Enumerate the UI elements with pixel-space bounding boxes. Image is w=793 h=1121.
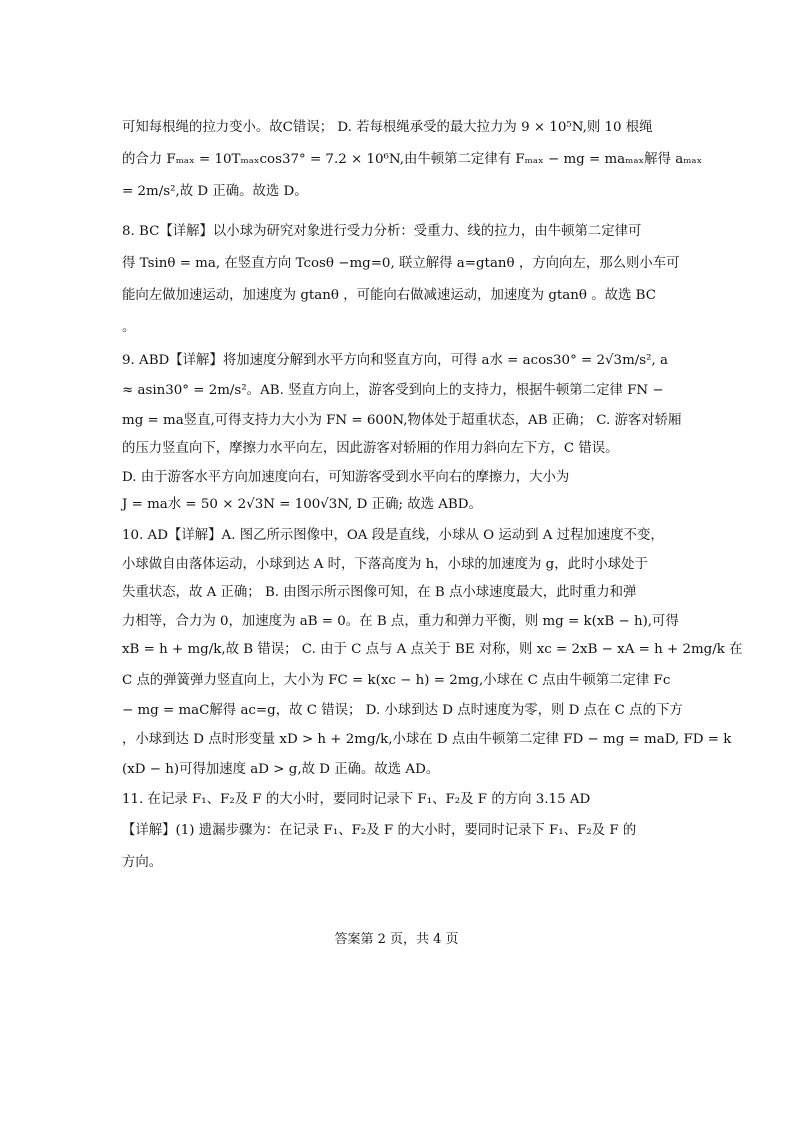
text-line-16: 失重状态，故 A 正确； B. 由图示所示图像可知，在 B 点小球速度最大，此时重力和弹 xyxy=(122,585,637,600)
text-line-23: 11. 在记录 F₁、F₂及 F 的大小时，要同时记录下 F₁、F₂及 F 的方向 3.15 AD xyxy=(122,792,591,807)
text-line-19: C 点的弹簧弹力竖直向上，大小为 FC = k(xc − h) = 2mg,小球在 C 点由牛顿第二定律 Fc xyxy=(122,673,671,688)
text-line-12: D. 由于游客水平方向加速度向右，可知游客受到水平向右的摩擦力，大小为 xyxy=(122,470,570,485)
text-line-18: xB = h + mg/k,故 B 错误； C. 由于 C 点与 A 点关于 BE 对称，则 xc = 2xB − xA = h + 2mg/k 在 xyxy=(122,642,743,657)
text-line-4: 8. BC【详解】以小球为研究对象进行受力分析：受重力、线的拉力，由牛顿第二定律可 xyxy=(122,224,642,239)
text-line-25: 方向。 xyxy=(122,855,163,870)
text-line-15: 小球做自由落体运动，小球到达 A 时，下落高度为 h，小球的加速度为 g，此时小球处于 xyxy=(122,557,648,572)
text-line-5: 得 Tsinθ = ma, 在竖直方向 Tcosθ −mg=0, 联立解得 a=gtanθ ，方向向左，那么则小车可 xyxy=(122,256,680,271)
page-footer: 答案第 2 页，共 4 页 xyxy=(334,932,459,947)
text-line-3: = 2m/s²,故 D 正确。故选 D。 xyxy=(122,184,308,199)
text-line-22: (xD − h)可得加速度 aD > g,故 D 正确。故选 AD。 xyxy=(122,762,440,777)
text-line-7: 。 xyxy=(122,320,136,335)
text-line-11: 的压力竖直向下，摩擦力水平向左，因此游客对轿厢的作用力斜向左下方，C 错误。 xyxy=(122,441,619,456)
text-line-10: mg = ma竖直,可得支持力大小为 FN = 600N,物体处于超重状态，AB 正确； C. 游客对轿厢 xyxy=(122,413,682,428)
text-line-21: ，小球到达 D 点时形变量 xD > h + 2mg/k,小球在 D 点由牛顿第二定律 FD − mg = maD, FD = k xyxy=(122,732,732,747)
text-line-8: 9. ABD【详解】将加速度分解到水平方向和竖直方向，可得 a水 = acos30° = 2√3m/s², a xyxy=(122,353,669,368)
text-line-1: 可知每根绳的拉力变小。故C错误； D. 若每根绳承受的最大拉力为 9 × 10⁵N,则 10 根绳 xyxy=(122,120,653,135)
text-line-24: 【详解】(1) 遗漏步骤为：在记录 F₁、F₂及 F 的大小时，要同时记录下 F₁、F₂及 F 的 xyxy=(122,823,637,838)
text-line-20: − mg = maC解得 ac=g，故 C 错误； D. 小球到达 D 点时速度为零，则 D 点在 C 点的下方 xyxy=(122,703,683,718)
text-line-2: 的合力 Fₘₐₓ = 10Tₘₐₓcos37° = 7.2 × 10⁶N,由牛顿第二定律有 Fₘₐₓ − mg = maₘₐₓ解得 aₘₐₓ xyxy=(122,152,703,167)
text-line-14: 10. AD【详解】A. 图乙所示图像中，OA 段是直线，小球从 O 运动到 A 过程加速度不变， xyxy=(122,528,664,543)
text-line-6: 能向左做加速运动，加速度为 gtanθ ，可能向右做减速运动，加速度为 gtanθ 。故选 BC xyxy=(122,288,656,303)
text-line-13: J = ma水 = 50 × 2√3N = 100√3N, D 正确; 故选 ABD。 xyxy=(122,497,482,512)
text-line-17: 力相等，合力为 0，加速度为 aB = 0。在 B 点，重力和弹力平衡，则 mg = k(xB − h),可得 xyxy=(122,614,679,629)
text-line-9: ≈ asin30° = 2m/s²。AB. 竖直方向上，游客受到向上的支持力，根据牛顿第二定律 FN − xyxy=(122,383,664,398)
